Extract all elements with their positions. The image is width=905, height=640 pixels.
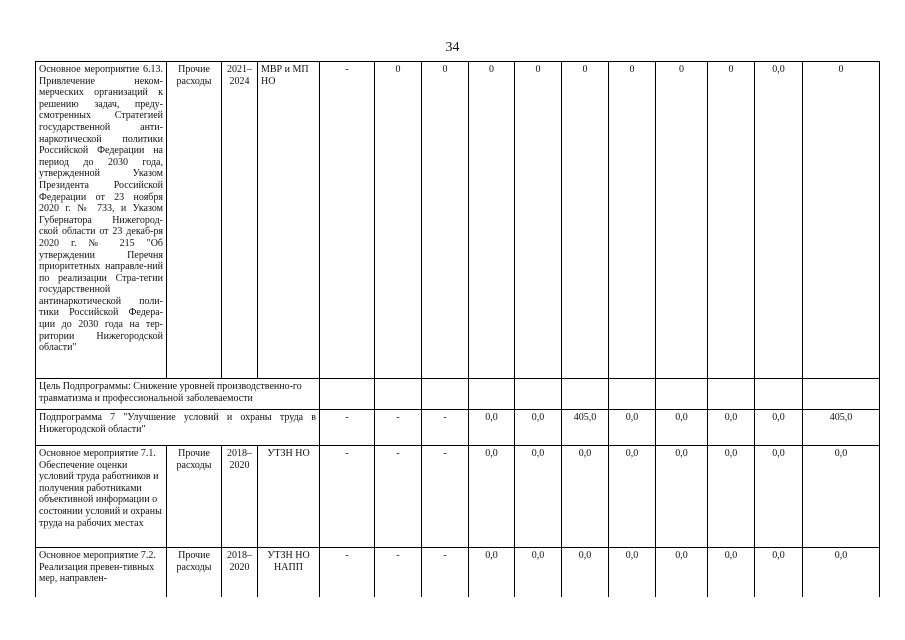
subprogram-title: Подпрограмма 7 "Улучшение условий и охраны труда в Нижегородской области" bbox=[36, 410, 320, 446]
value-cell: 0,0 bbox=[755, 62, 803, 379]
value-cell: 0 bbox=[609, 62, 656, 379]
empty-cell bbox=[755, 379, 803, 410]
value-cell: 0,0 bbox=[609, 410, 656, 446]
empty-cell bbox=[469, 379, 515, 410]
value-cell: 0,0 bbox=[515, 548, 562, 598]
value-cell: 0,0 bbox=[609, 548, 656, 598]
value-cell: 0,0 bbox=[656, 410, 708, 446]
value-cell: 0,0 bbox=[469, 446, 515, 548]
page-number: 34 bbox=[445, 40, 460, 55]
value-cell: 0 bbox=[515, 62, 562, 379]
value-cell: 0,0 bbox=[515, 446, 562, 548]
executor: МВР и МП НО bbox=[258, 62, 320, 379]
executor: УТЗН НО НАПП bbox=[258, 548, 320, 598]
table-row bbox=[36, 379, 880, 410]
value-cell: 0 bbox=[422, 62, 469, 379]
value-cell: 0,0 bbox=[562, 548, 609, 598]
value-cell: 0,0 bbox=[803, 446, 880, 548]
value-cell: - bbox=[320, 446, 375, 548]
value-cell: - bbox=[375, 410, 422, 446]
value-cell: 0,0 bbox=[755, 410, 803, 446]
executor: УТЗН НО bbox=[258, 446, 320, 548]
value-cell: 0,0 bbox=[469, 548, 515, 598]
period: 2018–2020 bbox=[222, 446, 258, 548]
value-cell: - bbox=[320, 548, 375, 598]
table-row bbox=[36, 62, 880, 379]
value-cell: 0,0 bbox=[609, 446, 656, 548]
value-cell: 0,0 bbox=[708, 410, 755, 446]
value-cell: 0,0 bbox=[656, 548, 708, 598]
empty-cell bbox=[422, 379, 469, 410]
value-cell: - bbox=[375, 548, 422, 598]
value-cell: 0,0 bbox=[803, 548, 880, 598]
value-cell: - bbox=[320, 410, 375, 446]
value-cell: 405,0 bbox=[803, 410, 880, 446]
value-cell: 0,0 bbox=[755, 446, 803, 548]
empty-cell bbox=[609, 379, 656, 410]
measure-name: Основное мероприятие 6.13. Привлечение неком-мерческих организаций к решению задач, преду-смотренных Стратегией государственной анти-наркотической политики Российской Федерации на период до 2030 года, утвержденной Указом Президента Российской Федерации от 23 ноября 2020 г. № 733, и Указом Губернатора Нижегород-ской области от 23 декаб-ря 2020 г. № 215 "Об утверждении Перечня приоритетных направле-ний по реализации Стра-тегии государственной антинаркотической поли-тики Российской Федера-ции до 2030 года на тер-ритории Нижегородской области" bbox=[36, 62, 167, 379]
empty-cell bbox=[320, 379, 375, 410]
period: 2018–2020 bbox=[222, 548, 258, 598]
table-row bbox=[36, 548, 880, 598]
empty-cell bbox=[515, 379, 562, 410]
empty-cell bbox=[656, 379, 708, 410]
value-cell: 0,0 bbox=[469, 410, 515, 446]
expense-category: Прочие расходы bbox=[167, 446, 222, 548]
value-cell: 0 bbox=[375, 62, 422, 379]
value-cell: 405,0 bbox=[562, 410, 609, 446]
value-cell: 0,0 bbox=[515, 410, 562, 446]
empty-cell bbox=[562, 379, 609, 410]
empty-cell bbox=[803, 379, 880, 410]
value-cell: - bbox=[375, 446, 422, 548]
measure-name: Основное мероприятие 7.2. Реализация превен-тивных мер, направлен- bbox=[36, 548, 167, 598]
expense-category: Прочие расходы bbox=[167, 548, 222, 598]
value-cell: 0 bbox=[469, 62, 515, 379]
value-cell: - bbox=[422, 548, 469, 598]
value-cell: 0,0 bbox=[755, 548, 803, 598]
empty-cell bbox=[375, 379, 422, 410]
empty-cell bbox=[708, 379, 755, 410]
value-cell: 0 bbox=[656, 62, 708, 379]
measure-name: Основное мероприятие 7.1. Обеспечение оценки условий труда работников и получения работниками объективной информации о состоянии условий и охраны труда на рабочих местах bbox=[36, 446, 167, 548]
value-cell: - bbox=[422, 410, 469, 446]
table-row bbox=[36, 410, 880, 446]
value-cell: 0,0 bbox=[708, 446, 755, 548]
expense-category: Прочие расходы bbox=[167, 62, 222, 379]
period: 2021–2024 bbox=[222, 62, 258, 379]
value-cell: 0 bbox=[562, 62, 609, 379]
value-cell: - bbox=[422, 446, 469, 548]
value-cell: - bbox=[320, 62, 375, 379]
subprogram-goal: Цель Подпрограммы: Снижение уровней производственно-го травматизма и профессиональной заболеваемости bbox=[36, 379, 320, 410]
value-cell: 0,0 bbox=[562, 446, 609, 548]
value-cell: 0 bbox=[708, 62, 755, 379]
value-cell: 0,0 bbox=[656, 446, 708, 548]
table-row bbox=[36, 446, 880, 548]
value-cell: 0 bbox=[803, 62, 880, 379]
budget-table bbox=[35, 61, 880, 597]
value-cell: 0,0 bbox=[708, 548, 755, 598]
